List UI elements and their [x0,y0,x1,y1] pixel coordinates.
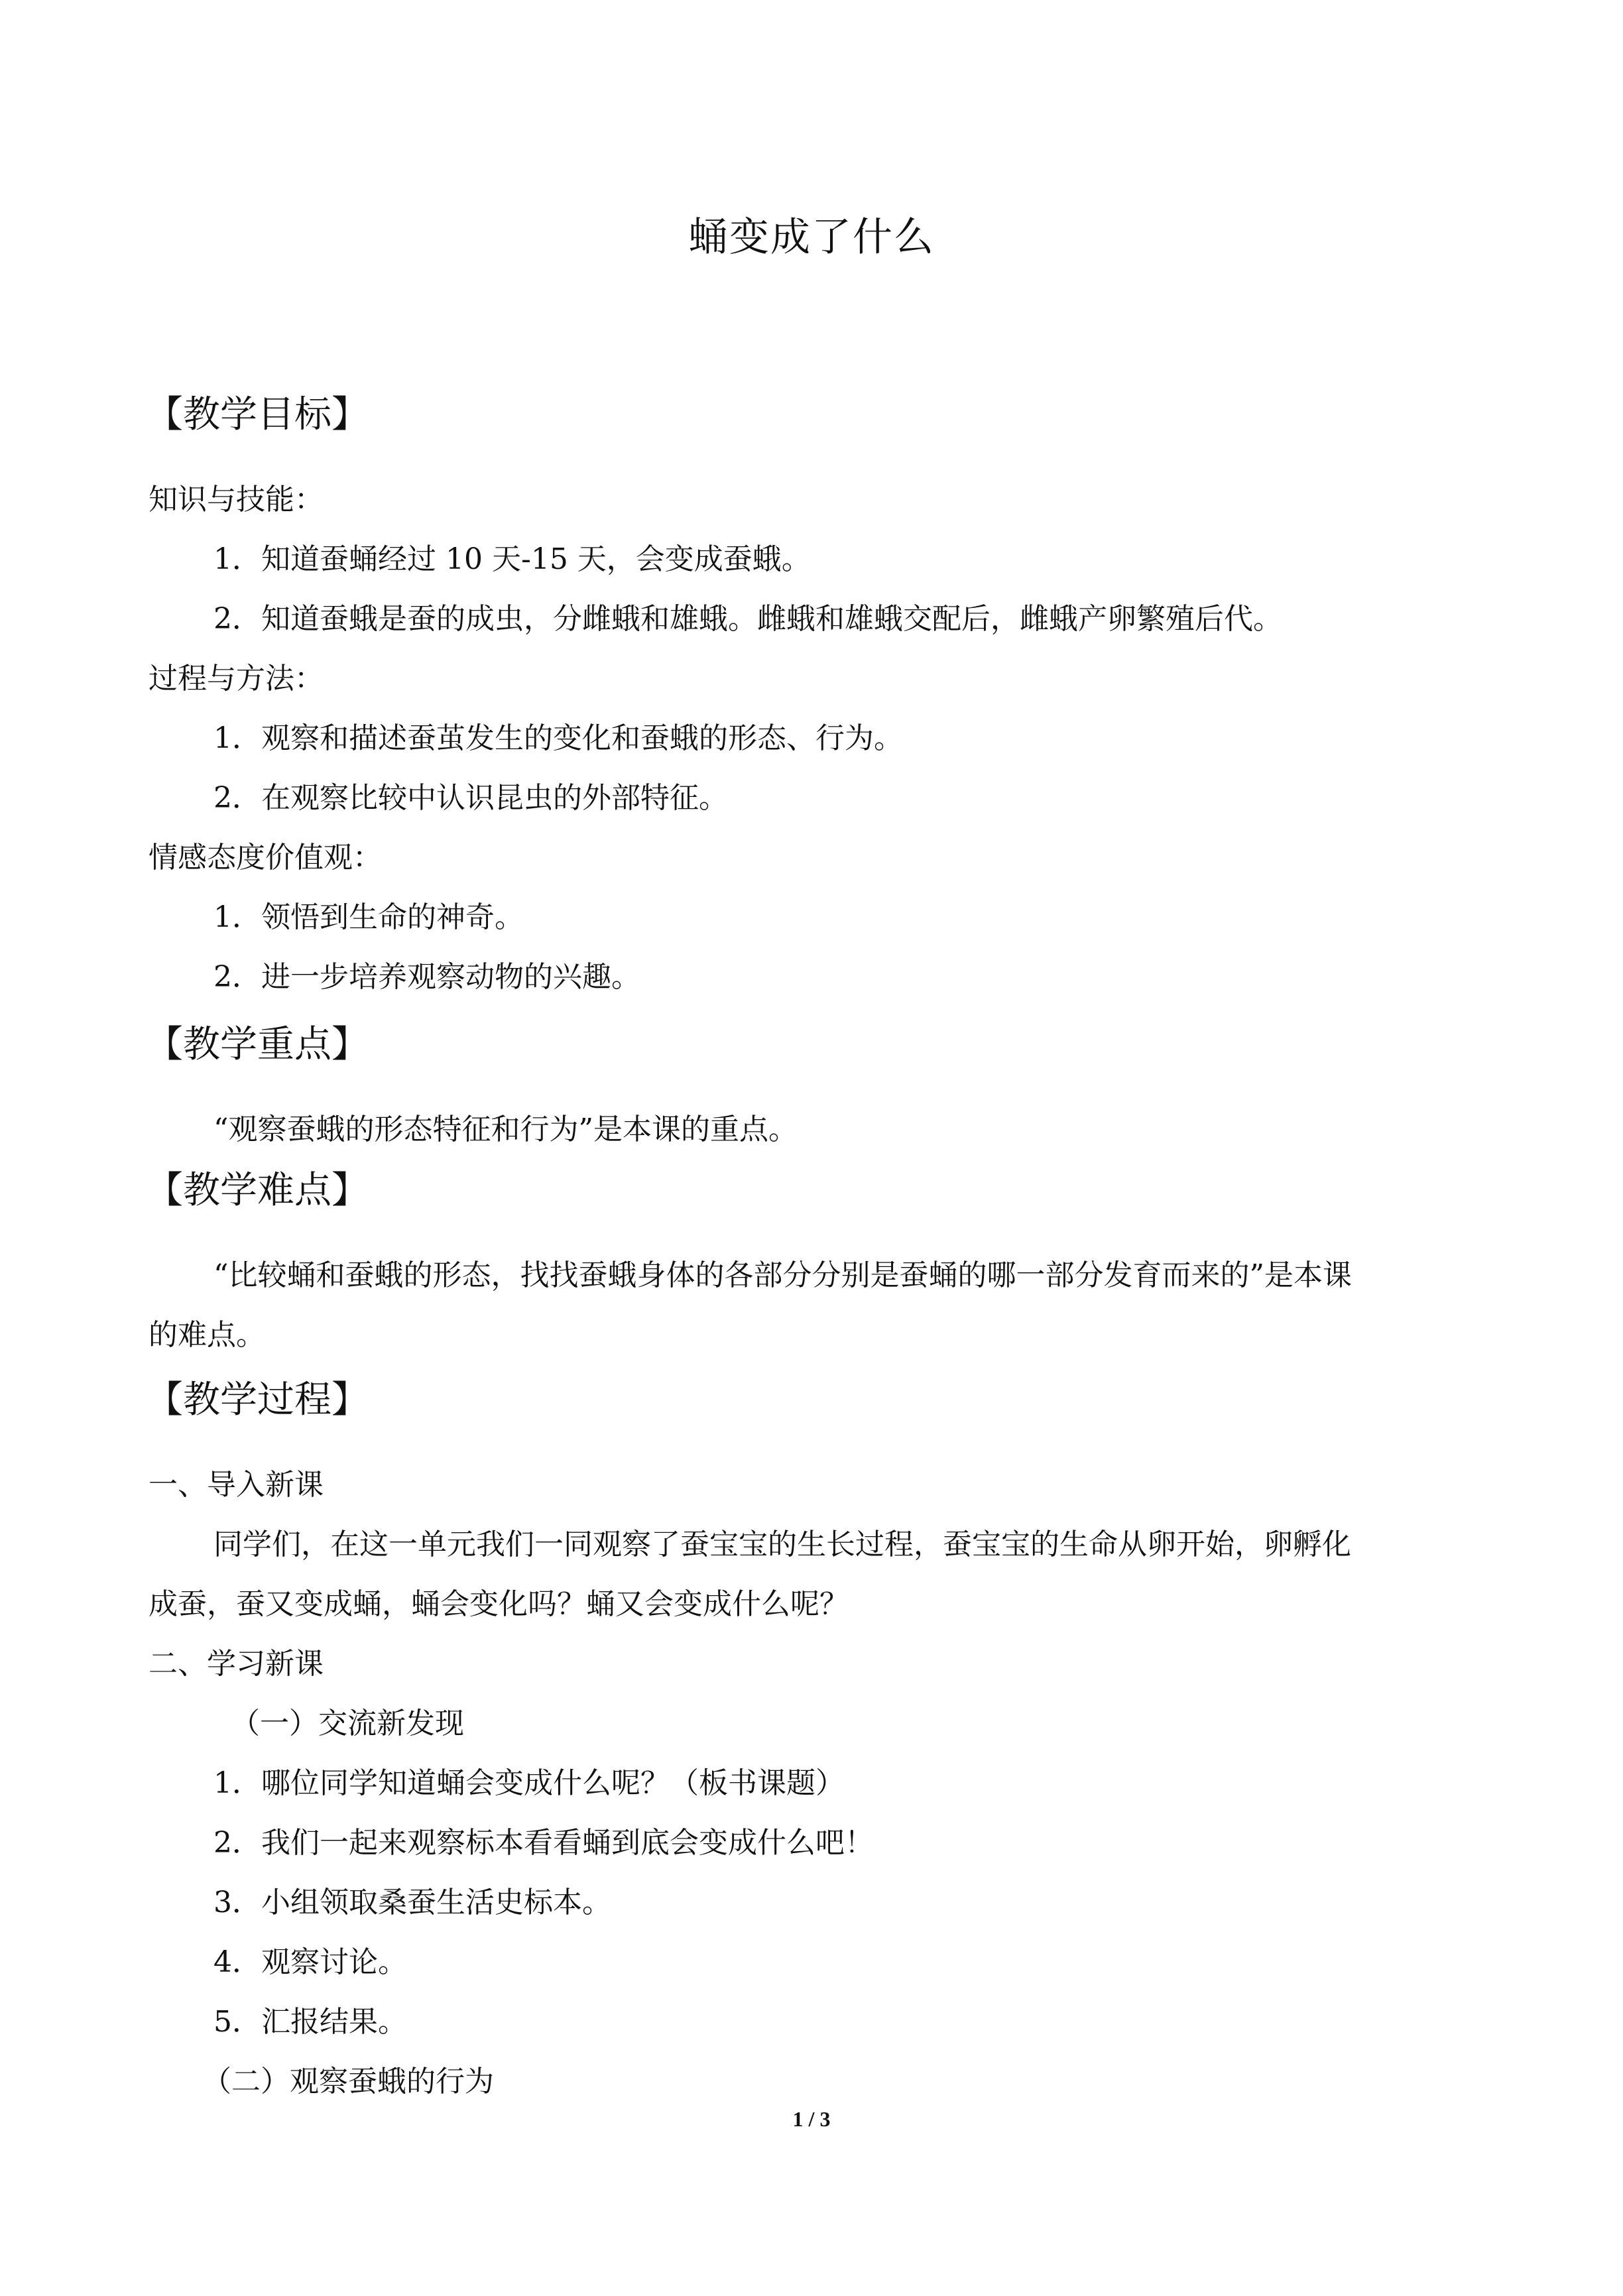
difficulty-text-line-2: 的难点。 [149,1318,265,1352]
step-item-5: 5．汇报结果。 [213,2005,407,2039]
knowledge-item-2: 2．知道蚕蛾是蚕的成虫，分雌蛾和雄蛾。雌蛾和雄蛾交配后，雌蛾产卵繁殖后代。 [213,602,1282,636]
step-item-4: 4．观察讨论。 [213,1945,407,1979]
emotion-item-2: 2．进一步培养观察动物的兴趣。 [213,960,640,994]
learn-label: 二、学习新课 [149,1647,324,1681]
subsection-2-label: （二）观察蚕蛾的行为 [202,2065,494,2098]
intro-text-line-2: 成蚕，蚕又变成蛹，蛹会变化吗？蛹又会变成什么呢？ [149,1587,849,1621]
key-point-text: “观察蚕蛾的形态特征和行为”是本课的重点。 [213,1113,798,1146]
subsection-1-label: （一）交流新发现 [231,1707,464,1740]
knowledge-item-1: 1．知道蚕蛹经过 10 天-15 天，会变成蚕蛾。 [213,542,811,576]
document-title: 蛹变成了什么 [688,214,935,261]
emotion-item-1: 1．领悟到生命的神奇。 [213,900,524,934]
process-method-item-1: 1．观察和描述蚕茧发生的变化和蚕蛾的形态、行为。 [213,721,903,755]
emotion-label: 情感态度价值观： [149,841,382,875]
intro-text-line-1: 同学们，在这一单元我们一同观察了蚕宝宝的生长过程，蚕宝宝的生命从卵开始，卵孵化 [213,1528,1351,1561]
page-number: 1 / 3 [792,2107,831,2131]
objectives-heading: 【教学目标】 [146,393,369,436]
step-item-2: 2．我们一起来观察标本看看蛹到底会变成什么吧！ [213,1826,874,1860]
process-method-item-2: 2．在观察比较中认识昆虫的外部特征。 [213,781,728,815]
difficulty-text-line-1: “比较蛹和蚕蛾的形态，找找蚕蛾身体的各部分分别是蚕蛹的哪一部分发育而来的”是本课 [213,1258,1352,1292]
difficulty-heading: 【教学难点】 [146,1169,369,1212]
teaching-process-heading: 【教学过程】 [146,1378,369,1421]
intro-label: 一、导入新课 [149,1468,324,1502]
process-method-label: 过程与方法： [149,662,324,695]
key-point-heading: 【教学重点】 [146,1023,369,1066]
step-item-1: 1．哪位同学知道蛹会变成什么呢？（板书课题） [213,1766,845,1800]
step-item-3: 3．小组领取桑蚕生活史标本。 [213,1886,611,1919]
knowledge-label: 知识与技能： [149,483,324,516]
